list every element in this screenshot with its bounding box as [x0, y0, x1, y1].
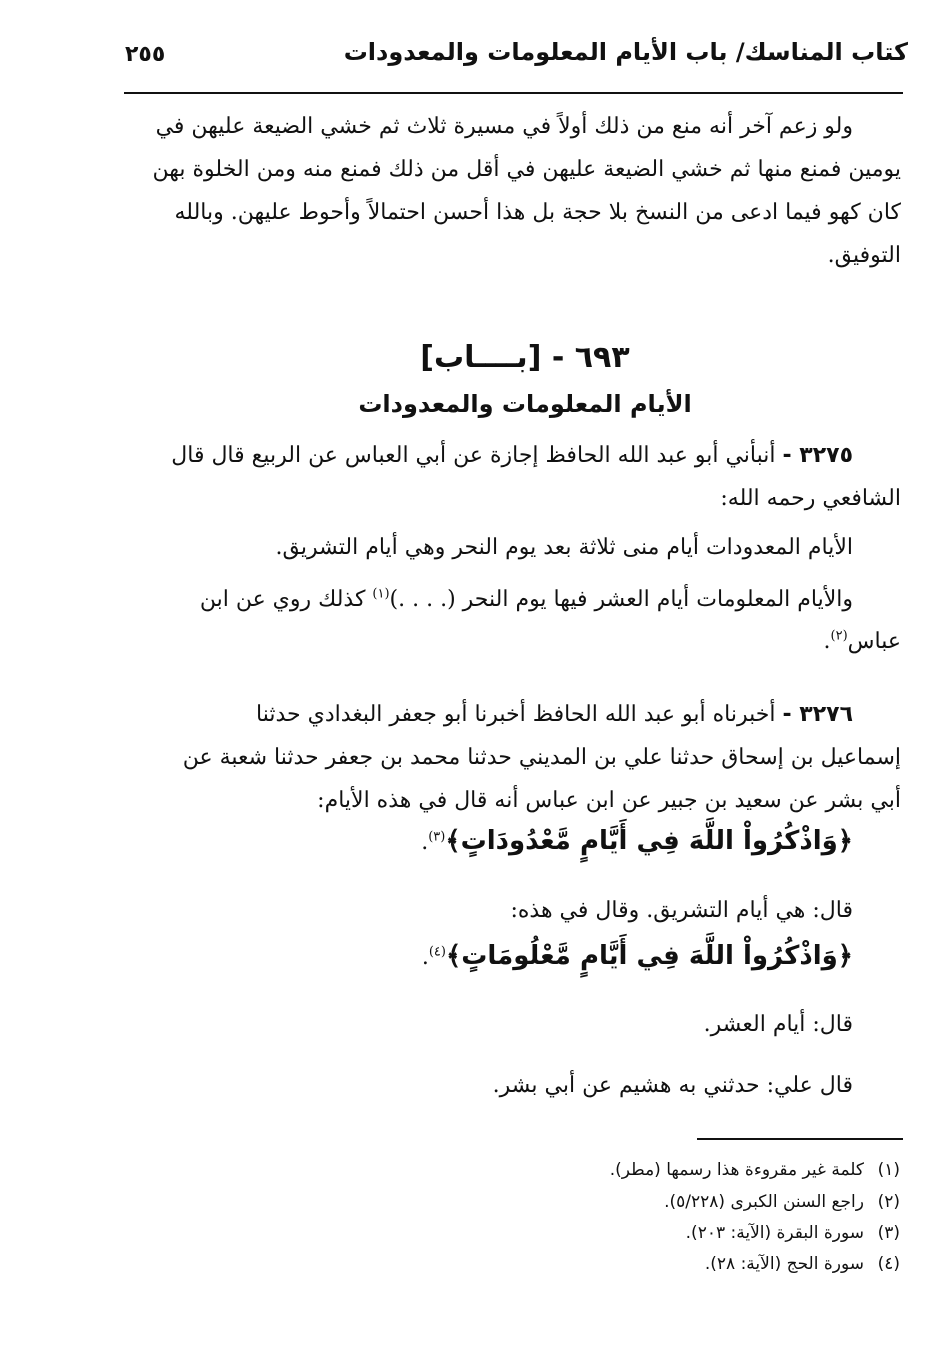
intro-line-1: ولو زعم آخر أنه منع من ذلك أولاً في مسيرة ثلاث ثم خشي الضيعة عليهن في [155, 114, 853, 139]
hadith-text: . [421, 830, 429, 855]
footnote-ref: (٤) [428, 944, 446, 960]
hadith-text: أنبأني أبو عبد الله الحافظ إجازة عن أبي العباس عن الربيع قال قال [171, 443, 783, 468]
running-header-title: كتاب المناسك/ باب الأيام المعلومات والمعدودات [343, 38, 908, 66]
hadith-3276-said-3: قال علي: حدثني به هشيم عن أبي بشر. [492, 1073, 853, 1098]
hadith-3276-said-1: قال: هي أيام التشريق. وقال في هذه: [510, 898, 853, 923]
intro-line-2: يومين فمنع منها ثم خشي الضيعة عليهن في أقل من ذلك فمنع منه ومن الخلوة بهن [152, 157, 901, 182]
footnote-mark: (٤) [877, 1254, 900, 1274]
footnote-mark: (١) [877, 1160, 900, 1180]
footnote-ref: (١) [372, 586, 390, 602]
footnote-text: كلمة غير مقروءة هذا رسمها (مطر). [609, 1160, 864, 1180]
hadith-3275-line-4 [200, 585, 853, 615]
footnote-ref: (٢) [830, 628, 848, 644]
hadith-number: ٣٢٧٦ - [782, 702, 853, 727]
intro-line-3: كان كهو فيما ادعى من النسخ بلا حجة بل هذا أحسن احتمالاً وأحوط عليهن. وبالله [174, 200, 901, 225]
footnote-2 [664, 1192, 900, 1212]
footnote-ref: (٣) [428, 829, 446, 845]
quran-text: ﴿وَاذْكُرُواْ اللَّهَ فِي أَيَّامٍ مَّعْدُودَاتٍ﴾ [445, 826, 853, 856]
footnote-1 [610, 1160, 900, 1180]
chapter-number-title: ٦٩٣ - [بــــاب] [420, 340, 630, 375]
hadith-number: ٣٢٧٥ - [782, 443, 853, 468]
hadith-3276-line-1 [256, 700, 853, 730]
footnote-text: سورة الحج (الآية: ٢٨). [704, 1254, 864, 1274]
running-header [120, 38, 908, 78]
footnote-rule [697, 1138, 903, 1140]
quran-text: ﴿وَاذْكُرُواْ اللَّهَ فِي أَيَّامٍ مَّعْلُومَاتٍ﴾ [445, 941, 853, 971]
quran-verse-1 [421, 826, 853, 858]
footnote-mark: (٣) [877, 1223, 900, 1243]
header-rule [124, 92, 903, 94]
hadith-3275-line-2: الشافعي رحمه الله: [720, 486, 901, 511]
quran-verse-2 [422, 941, 853, 973]
hadith-text: كذلك روي عن ابن [199, 587, 373, 612]
hadith-text: . [421, 945, 429, 970]
page-number: ٢٥٥ [125, 42, 166, 67]
hadith-3275-line-3: الأيام المعدودات أيام منى ثلاثة بعد يوم النحر وهي أيام التشريق. [275, 535, 853, 560]
hadith-text: أخبرناه أبو عبد الله الحافظ أخبرنا أبو جعفر البغدادي حدثنا [256, 702, 783, 727]
hadith-text: . [823, 629, 831, 654]
hadith-3276-line-3: أبي بشر عن سعيد بن جبير عن ابن عباس أنه قال في هذه الأيام: [317, 788, 901, 813]
hadith-3276-line-2: إسماعيل بن إسحاق حدثنا علي بن المديني حدثنا محمد بن جعفر حدثنا شعبة عن [182, 745, 901, 770]
footnote-3 [686, 1223, 900, 1243]
intro-line-4: التوفيق. [827, 243, 901, 268]
hadith-3276-said-2: قال: أيام العشر. [703, 1012, 853, 1037]
hadith-text: عباس [847, 629, 901, 654]
footnote-text: راجع السنن الكبرى (٥/٢٢٨). [664, 1192, 864, 1212]
hadith-text: والأيام المعلومات أيام العشر فيها يوم النحر (. . . .) [389, 587, 853, 612]
hadith-3275-line-5 [824, 627, 901, 657]
footnote-4 [705, 1254, 900, 1274]
chapter-title: الأيام المعلومات والمعدودات [358, 390, 692, 418]
footnote-text: سورة البقرة (الآية: ٢٠٣). [685, 1223, 864, 1243]
footnote-mark: (٢) [877, 1192, 900, 1212]
hadith-3275-line-1 [171, 441, 853, 471]
